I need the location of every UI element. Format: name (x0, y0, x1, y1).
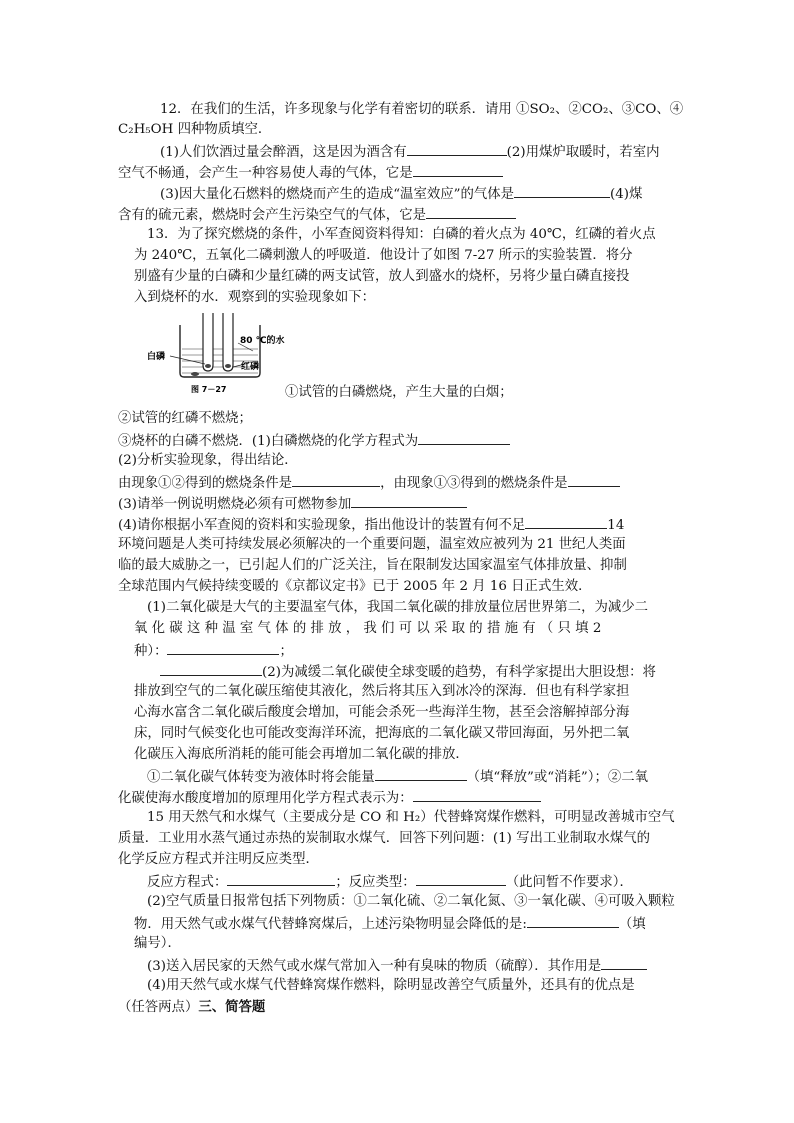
q15-line3: 化学反应方程式并注明反应类型． (118, 852, 319, 867)
q14-s1: (1)二氧化碳是大气的主要温室气体，我国二氧化碳的排放量位居世界第二，为减少二 (147, 600, 649, 615)
q13-answer-blank-2[interactable] (292, 472, 380, 487)
q15-r5-text: (3)送入居民家的天然气或水煤气常加入一种有臭味的物质（硫醇）．其作用是 (147, 959, 602, 974)
q15-r1 (147, 871, 707, 893)
q13-part2-conditions (118, 472, 678, 494)
q15-r3 (134, 913, 694, 935)
q12-answer-blank-4[interactable] (426, 204, 516, 219)
white-phosphorus-sample (205, 364, 211, 368)
q12-line1: 12．在我们的生活，许多现象与化学有着密切的联系．请用 ①SO₂、②CO₂、③CO、④ (160, 102, 684, 117)
fig-label-white: 白磷 (147, 352, 166, 362)
q14-s7: 床，同时气候变化也可能改变海洋环流，把海底的二氧化碳又带回海面，另外把二氧 (134, 726, 630, 741)
q13-line3: 别盛有少量的白磷和少量红磷的两支试管，放人到盛水的烧杯，另将少量白磷直接投 (134, 269, 630, 284)
q14-s6: 心海水富含二氧化碳后酸度会增加，可能会杀死一些海洋生物，甚至会溶解掉部分海 (134, 705, 630, 720)
q14-s3 (134, 640, 694, 662)
q13-part3-text: (3)请举一例说明燃烧必须有可燃物参加 (118, 497, 352, 512)
q13-part4 (118, 514, 678, 536)
q12-line2: C₂H₅OH 四种物质填空． (118, 122, 272, 137)
q15-answer-blank-2[interactable] (416, 871, 506, 886)
fig-label-water: 80 ℃的水 (240, 336, 285, 346)
q14-s5: 排放到空气的二氧化碳压缩使其液化，然后将其压入到冰冷的深海．但也有科学家担 (134, 684, 630, 699)
q12-line6 (118, 204, 678, 226)
q14-s9 (147, 766, 707, 788)
q12-line6-text: 含有的硫元素，燃烧时会产生污染空气的气体，它是 (118, 208, 426, 223)
q15-line2: 质量．工业用水蒸气通过赤热的炭制取水煤气．回答下列问题：(1) 写出工业制取水煤气的 (118, 831, 651, 846)
section-heading-short-answer: 三、简答题 (198, 999, 266, 1015)
test-tube-red-phosphorus (223, 313, 233, 371)
q13-answer-blank-4[interactable] (351, 493, 467, 508)
q14-line3: 全球范围内气候持续变暖的《京都议定书》已于 2005 年 2 月 16 日正式生效． (118, 579, 592, 594)
q14-s10 (118, 787, 678, 809)
q14-number: 14 (607, 518, 625, 533)
q15-answer-blank-1[interactable] (227, 871, 335, 886)
q12-line4 (118, 162, 678, 184)
q12-line3 (160, 141, 720, 163)
q15-r2: (2)空气质量日报常包括下列物质：①二氧化硫、②二氧化氮、③一氧化碳、④可吸入颗粒 (147, 894, 675, 909)
q14-s10-text: 化碳使海水酸度增加的原理用化学方程式表示为： (118, 791, 413, 806)
q15-r7-text: （任答两点） (118, 1000, 199, 1015)
q13-part4-text: (4)请你根据小军查阅的资料和实验现象，指出他设计的装置有何不足 (118, 518, 526, 533)
q14-answer-blank-3[interactable] (375, 766, 467, 781)
q13-cond-a-text: 由现象①②得到的燃烧条件是 (118, 476, 293, 491)
beaker-white-phosphorus (191, 372, 199, 376)
q13-observation-2: ②试管的红磷不燃烧； (118, 411, 252, 426)
q13-answer-blank-3[interactable] (568, 472, 620, 487)
q15-r4: 编号）． (134, 936, 181, 951)
q13-answer-blank-5[interactable] (525, 514, 607, 529)
q13-observation-3 (118, 430, 678, 452)
q14-s3-sep: ； (279, 644, 293, 659)
q14-line2: 临的最大威胁之一，已引起人们的广泛关注，旨在限制发达国家温室气体排放量、抑制 (118, 558, 627, 573)
q14-line1: 环境问题是人类可持续发展必须解决的一个重要问题，温室效应被列为 21 世纪人类面 (118, 537, 626, 552)
q14-answer-blank-1[interactable] (167, 640, 279, 655)
q14-answer-blank-4[interactable] (413, 787, 541, 802)
q12-q4-text: (4)煤 (610, 187, 643, 202)
q13-line2: 为 240℃，五氧化二磷刺激人的呼吸道．他设计了如图 7-27 所示的实验装置．将分 (134, 248, 633, 263)
q15-r3-hint: （填 (618, 917, 646, 932)
q12-answer-blank-2[interactable] (413, 162, 503, 177)
q12-q2-text: (2)用煤炉取暖时，若室内 (506, 145, 660, 160)
q12-line5 (160, 183, 720, 205)
red-phosphorus-sample (225, 364, 231, 368)
q15-type-label: ；反应类型： (335, 875, 416, 890)
q15-r6: (4)用天然气或水煤气代替蜂窝煤作燃料，除明显改善空气质量外，还具有的优点是 (147, 978, 635, 993)
q15-type-note: （此问暂不作要求）． (505, 875, 633, 890)
q12-q3-text: (3)因大量化石燃料的燃烧而产生的造成“温室效应”的气体是 (160, 187, 515, 202)
fig-caption: 图 7－27 (191, 385, 227, 394)
experiment-figure (145, 311, 305, 397)
q15-answer-blank-4[interactable] (601, 955, 647, 970)
q13-obs3-text: ③烧杯的白磷不燃烧．(1)白磷燃烧的化学方程式为 (118, 434, 419, 449)
q13-part2: (2)分析实验现象，得出结论． (118, 453, 298, 468)
q13-answer-blank-1[interactable] (418, 430, 510, 445)
q14-s9-text: ①二氧化碳气体转变为液体时将会能量 (147, 770, 375, 785)
q12-answer-blank-3[interactable] (514, 183, 610, 198)
q14-s2: 氧 化 碳 这 种 温 室 气 体 的 排 放 ， 我 们 可 以 采 取 的 措 施 有 （ 只 填 2 (134, 621, 602, 636)
q14-s9-hint: （填“释放”或“消耗”）；②二氧 (466, 770, 649, 785)
q15-r7 (118, 997, 678, 1018)
test-tube-white-phosphorus (203, 313, 213, 371)
q12-line4-text: 空气不畅通，会产生一种容易使人毒的气体，它是 (118, 166, 413, 181)
q15-equation-label: 反应方程式： (147, 875, 228, 890)
q14-s4 (160, 661, 720, 683)
q14-s4-text: (2)为减缓二氧化碳使全球变暖的趋势，有科学家提出大胆设想：将 (262, 665, 656, 680)
q13-cond-b-text: ，由现象①③得到的燃烧条件是 (380, 476, 568, 491)
q15-r5 (147, 955, 707, 977)
q15-r3-text: 物．用天然气或水煤气代替蜂窝煤后，上述污染物明显会降低的是: (134, 917, 527, 932)
q15-line1: 15 用天然气和水煤气（主要成分是 CO 和 H₂）代替蜂窝煤作燃料，可明显改善城市空气 (147, 810, 675, 825)
q13-line1: 13．为了探究燃烧的条件，小军查阅资料得知：白磷的着火点为 40℃，红磷的着火点 (147, 227, 656, 242)
q13-line4: 入到烧杯的水．观察到的实验现象如下： (134, 290, 376, 305)
q12-q1-text: (1)人们饮酒过量会醉酒，这是因为酒含有 (160, 145, 407, 160)
q14-s3-text: 种）： (134, 644, 168, 659)
fig-label-red: 红磷 (241, 362, 260, 372)
q15-answer-blank-3[interactable] (527, 913, 619, 928)
q14-answer-blank-2[interactable] (160, 661, 262, 676)
q14-s8: 化碳压入海底所消耗的能可能会再增加二氧化碳的排放． (134, 747, 469, 762)
q12-answer-blank-1[interactable] (407, 141, 507, 156)
q13-part3 (118, 493, 678, 515)
q13-observation-1: ①试管的白磷燃烧，产生大量的白烟； (285, 385, 513, 400)
